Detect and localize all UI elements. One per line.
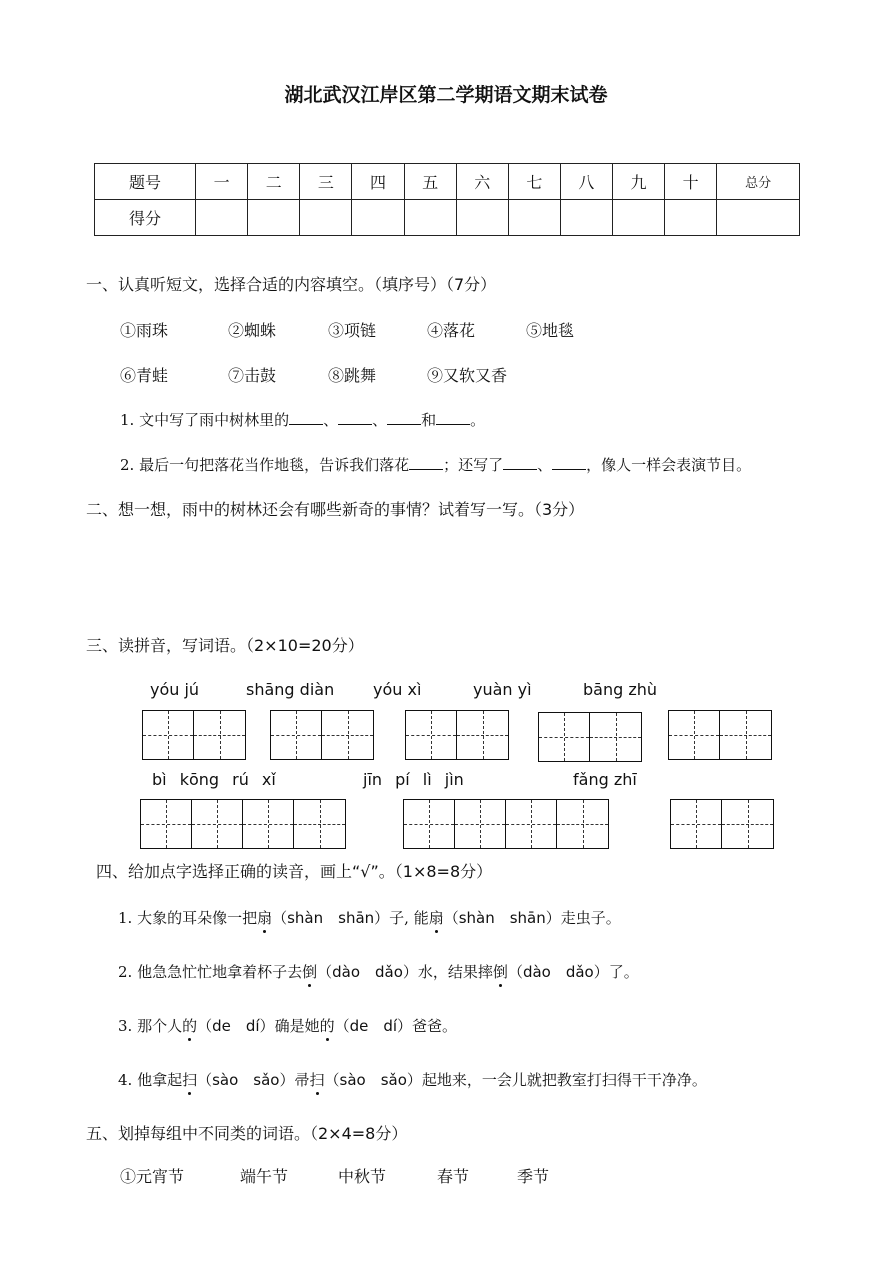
answer-blank[interactable]	[503, 455, 537, 470]
score-header-cell: 六	[456, 164, 508, 200]
answer-blank[interactable]	[409, 455, 443, 470]
question-text: 水，结果摔	[417, 963, 493, 981]
option: ③项链	[328, 321, 377, 340]
question-text: ，像人一样会表演节目。	[586, 456, 752, 474]
score-header-cell: 一	[196, 164, 248, 200]
grid-cell[interactable]	[143, 711, 194, 759]
dotted-character: 的	[182, 1017, 198, 1035]
page-title: 湖北武汉江岸区第二学期语文期末试卷	[284, 84, 608, 106]
question-4-3	[118, 1015, 457, 1036]
question-text: ；还写了	[443, 456, 504, 474]
answer-blank[interactable]	[289, 410, 323, 425]
score-cell[interactable]	[352, 200, 404, 236]
grid-cell[interactable]	[457, 711, 508, 759]
writing-grid[interactable]	[670, 799, 774, 849]
question-text: 爸爸。	[412, 1017, 458, 1035]
pronunciation-choice[interactable]: （shàn shān）	[443, 909, 561, 927]
question-text: 1. 大象的耳朵像一把	[118, 909, 258, 927]
pinyin-label: jīn pí lì jìn	[363, 770, 464, 789]
grid-cell[interactable]	[404, 800, 455, 848]
question-1-2	[120, 454, 751, 475]
score-cell[interactable]	[560, 200, 612, 236]
score-cell[interactable]	[665, 200, 717, 236]
score-cell[interactable]	[717, 200, 800, 236]
score-cell[interactable]	[196, 200, 248, 236]
separator: 和	[421, 411, 437, 429]
grid-cell[interactable]	[590, 713, 641, 761]
dotted-character: 倒	[302, 963, 318, 981]
pronunciation-choice[interactable]: （de dí）	[197, 1017, 275, 1035]
question-1-1	[120, 409, 485, 430]
option: ⑧跳舞	[328, 366, 377, 385]
question-text: 了。	[608, 963, 639, 981]
score-header-cell: 九	[612, 164, 664, 200]
grid-cell[interactable]	[271, 711, 322, 759]
section3-heading: 三、读拼音，写词语。（2×10=20分）	[86, 636, 364, 655]
score-cell[interactable]	[404, 200, 456, 236]
score-cell[interactable]	[300, 200, 352, 236]
dotted-character: 扫	[309, 1071, 325, 1089]
pinyin-label: bāng zhù	[583, 680, 658, 699]
writing-grid[interactable]	[403, 799, 609, 849]
section5-heading: 五、划掉每组中不同类的词语。（2×4=8分）	[86, 1124, 408, 1143]
question-text: 确是她	[274, 1017, 320, 1035]
pinyin-label: yuàn yì	[473, 680, 532, 699]
question-text: 1. 文中写了雨中树林里的	[120, 411, 290, 429]
score-header-cell: 八	[560, 164, 612, 200]
score-cell[interactable]	[456, 200, 508, 236]
grid-cell[interactable]	[194, 711, 245, 759]
option: ⑥青蛙	[120, 366, 169, 385]
separator: 、	[323, 411, 339, 429]
score-header-cell: 十	[665, 164, 717, 200]
score-header-cell: 三	[300, 164, 352, 200]
word-option[interactable]: ①元宵节	[120, 1167, 185, 1186]
writing-grid[interactable]	[538, 712, 642, 762]
grid-cell[interactable]	[722, 800, 773, 848]
score-cell[interactable]	[248, 200, 300, 236]
score-table	[94, 163, 800, 236]
pinyin-label: yóu xì	[373, 680, 422, 699]
option: ②蜘蛛	[228, 321, 277, 340]
score-row-label: 得分	[95, 200, 196, 236]
dotted-character: 扫	[182, 1071, 198, 1089]
separator: 、	[537, 456, 553, 474]
grid-cell[interactable]	[455, 800, 506, 848]
pronunciation-choice[interactable]: （dào dǎo）	[317, 963, 418, 981]
pronunciation-choice[interactable]: （shàn shān）	[272, 909, 390, 927]
dotted-character: 的	[319, 1017, 335, 1035]
score-table-header-row	[95, 164, 800, 200]
grid-cell[interactable]	[322, 711, 373, 759]
question-text: 走虫子。	[560, 909, 621, 927]
pinyin-label: yóu jú	[150, 680, 200, 699]
word-option[interactable]: 端午节	[240, 1167, 289, 1186]
pinyin-label: fǎng zhī	[573, 770, 637, 789]
question-text: 帚	[294, 1071, 310, 1089]
word-option[interactable]: 中秋节	[338, 1167, 387, 1186]
grid-cell[interactable]	[669, 711, 720, 759]
option: ①雨珠	[120, 321, 169, 340]
answer-blank[interactable]	[338, 410, 372, 425]
question-4-4	[118, 1069, 707, 1090]
writing-grid[interactable]	[142, 710, 246, 760]
score-table-score-row	[95, 200, 800, 236]
pinyin-label: shāng diàn	[246, 680, 335, 699]
grid-cell[interactable]	[406, 711, 457, 759]
question-text: 2. 最后一句把落花当作地毯，告诉我们落花	[120, 456, 410, 474]
score-cell[interactable]	[612, 200, 664, 236]
dotted-character: 扇	[257, 909, 273, 927]
question-text: 子, 能	[389, 909, 429, 927]
pinyin-label: bì kōng rú xǐ	[152, 770, 276, 789]
option: ⑨又软又香	[427, 366, 508, 385]
writing-grid[interactable]	[140, 799, 346, 849]
grid-cell[interactable]	[539, 713, 590, 761]
section4-heading: 四、给加点字选择正确的读音，画上“√”。（1×8=8分）	[96, 862, 493, 881]
grid-cell[interactable]	[294, 800, 345, 848]
grid-cell[interactable]	[141, 800, 192, 848]
separator: 。	[470, 411, 486, 429]
score-cell[interactable]	[508, 200, 560, 236]
word-option[interactable]: 季节	[517, 1167, 550, 1186]
score-header-cell: 题号	[95, 164, 196, 200]
answer-blank[interactable]	[387, 410, 421, 425]
grid-cell[interactable]	[192, 800, 243, 848]
grid-cell[interactable]	[243, 800, 294, 848]
grid-cell[interactable]	[720, 711, 771, 759]
grid-cell[interactable]	[671, 800, 722, 848]
pronunciation-choice[interactable]: （de dí）	[334, 1017, 413, 1035]
pronunciation-choice[interactable]: （dào dǎo）	[507, 963, 609, 981]
answer-blank[interactable]	[552, 455, 586, 470]
pronunciation-choice[interactable]: （sào sǎo）	[324, 1071, 422, 1089]
dotted-character: 倒	[492, 963, 508, 981]
word-option[interactable]: 春节	[437, 1167, 470, 1186]
question-text: 起地来，一会儿就把教室打扫得干干净净。	[421, 1071, 707, 1089]
score-header-cell: 四	[352, 164, 404, 200]
score-header-cell: 七	[508, 164, 560, 200]
score-header-cell: 二	[248, 164, 300, 200]
section2-heading: 二、想一想，雨中的树林还会有哪些新奇的事情？试着写一写。（3分）	[86, 500, 585, 519]
score-header-cell: 五	[404, 164, 456, 200]
section1-heading: 一、认真听短文，选择合适的内容填空。（填序号）（7分）	[86, 275, 497, 294]
option: ⑦击鼓	[228, 366, 277, 385]
question-text: 4. 他拿起	[118, 1071, 183, 1089]
question-text: 2. 他急急忙忙地拿着杯子去	[118, 963, 303, 981]
option: ⑤地毯	[526, 321, 575, 340]
score-header-total: 总分	[717, 164, 800, 200]
writing-grid[interactable]	[270, 710, 374, 760]
grid-cell[interactable]	[557, 800, 608, 848]
question-4-2	[118, 961, 639, 982]
writing-grid[interactable]	[405, 710, 509, 760]
answer-blank[interactable]	[436, 410, 470, 425]
pronunciation-choice[interactable]: （sào sǎo）	[197, 1071, 295, 1089]
option: ④落花	[427, 321, 476, 340]
question-4-1	[118, 907, 621, 928]
grid-cell[interactable]	[506, 800, 557, 848]
separator: 、	[372, 411, 388, 429]
writing-grid[interactable]	[668, 710, 772, 760]
question-text: 3. 那个人	[118, 1017, 183, 1035]
dotted-character: 扇	[428, 909, 444, 927]
